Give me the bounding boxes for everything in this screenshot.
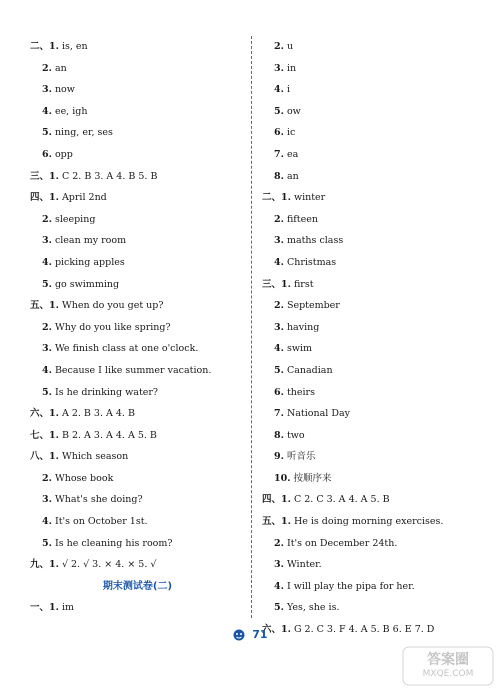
answer-line [30, 446, 245, 468]
answer-line [30, 554, 245, 576]
answer-text: What's she doing? [51, 494, 143, 506]
answer-text: Is he cleaning his room? [51, 537, 173, 549]
answer-line [30, 468, 245, 490]
answer-text: maths class [283, 235, 344, 247]
answer-number: 3. [42, 494, 52, 506]
answer-line [30, 36, 245, 58]
answer-number: 10. [274, 472, 291, 484]
answer-line [30, 252, 245, 274]
answer-number: 3. [42, 235, 52, 247]
answer-text: Is he drinking water? [51, 386, 159, 398]
answer-number: 四、1. [262, 494, 291, 506]
answer-line [30, 101, 245, 123]
answer-text: winter [290, 192, 326, 204]
answer-line [30, 274, 245, 296]
answer-number: 五、1. [30, 300, 59, 312]
answer-line [30, 338, 245, 360]
answer-text: picking apples [51, 256, 125, 268]
answer-line [30, 403, 245, 425]
answer-number: 8. [274, 429, 284, 441]
answer-number: 七、1. [30, 429, 59, 441]
answer-line [262, 511, 477, 533]
answer-text: having [283, 321, 320, 333]
answer-text: September [283, 300, 340, 312]
answer-number: 5. [42, 386, 52, 398]
answer-text: ic [283, 127, 296, 139]
answer-line [262, 187, 477, 209]
answer-line [262, 554, 477, 576]
answer-line [262, 446, 477, 468]
answer-text: We finish class at one o'clock. [51, 343, 199, 355]
answer-line [262, 230, 477, 252]
section-title: 期末测试卷(二) [102, 580, 173, 592]
answer-number: 2. [42, 472, 52, 484]
answer-text: ea [283, 148, 299, 160]
answer-text: is, en [58, 41, 88, 52]
answer-line [30, 511, 245, 533]
answer-text: u [283, 41, 294, 52]
page-number: 71 [252, 628, 268, 641]
answer-text: Why do you like spring? [51, 321, 171, 333]
answer-number: 六、1. [30, 408, 59, 420]
answer-number: 九、1. [30, 559, 59, 571]
answer-number: 4. [274, 256, 284, 268]
answer-number: 4. [274, 580, 284, 592]
answer-text: When do you get up? [58, 300, 164, 312]
answer-text: opp [51, 148, 73, 160]
answer-number: 4. [42, 364, 52, 376]
answer-number: 5. [274, 364, 284, 376]
answer-line [262, 79, 477, 101]
answer-text: 按顺序来 [290, 472, 332, 484]
answer-line [30, 295, 245, 317]
answer-text: now [51, 84, 75, 96]
answer-text: im [58, 602, 74, 614]
answer-line [30, 597, 245, 619]
answer-line [262, 252, 477, 274]
answer-text: an [283, 170, 299, 182]
answer-line [262, 338, 477, 360]
answer-text: Yes, she is. [283, 602, 340, 614]
answer-number: 7. [274, 408, 284, 420]
answer-number: 二、1. [30, 41, 59, 52]
answer-text: April 2nd [58, 192, 107, 204]
answer-line [30, 489, 245, 511]
answer-line [262, 576, 477, 598]
answer-line [262, 166, 477, 188]
site-watermark [402, 646, 494, 686]
answer-number: 3. [274, 559, 284, 571]
answer-line [30, 230, 245, 252]
answer-number: 六、1. [262, 624, 291, 636]
answer-line [262, 468, 477, 490]
answer-number: 3. [42, 343, 52, 355]
answer-text: ee, igh [51, 105, 88, 117]
answer-number: 7. [274, 148, 284, 160]
answer-number: 9. [274, 451, 284, 463]
mascot-icon [232, 628, 246, 642]
answer-line [30, 425, 245, 447]
answer-number: 5. [274, 602, 284, 614]
answer-number: 4. [42, 105, 52, 117]
answer-number: 八、1. [30, 451, 59, 463]
answer-number: 8. [274, 170, 284, 182]
answer-number: 2. [42, 213, 52, 225]
answer-number: 5. [42, 127, 52, 139]
answer-line [262, 144, 477, 166]
answer-text: ow [283, 105, 301, 117]
answer-line [30, 317, 245, 339]
answer-line [30, 209, 245, 231]
answer-number: 二、1. [262, 192, 291, 204]
answer-text: sleeping [51, 213, 96, 225]
answer-text: Which season [58, 451, 129, 463]
answer-text: B 2. A 3. A 4. A 5. B [58, 429, 157, 441]
answer-number: 2. [274, 537, 284, 549]
answer-line [262, 533, 477, 555]
answer-number: 3. [274, 62, 284, 74]
answer-number: 6. [274, 127, 284, 139]
answer-line [262, 425, 477, 447]
answer-text: two [283, 429, 305, 441]
answer-text: swim [283, 343, 312, 355]
answer-line [30, 58, 245, 80]
answer-number: 2. [274, 300, 284, 312]
answer-line [30, 122, 245, 144]
answer-text: in [283, 62, 297, 74]
answer-line [30, 166, 245, 188]
answer-line [30, 187, 245, 209]
answer-number: 2. [42, 62, 52, 74]
answer-line [262, 403, 477, 425]
answer-number: 4. [274, 343, 284, 355]
answer-text: He is doing morning exercises. [290, 516, 444, 528]
answer-text: National Day [283, 408, 350, 420]
answer-line [262, 36, 477, 58]
answer-text: It's on October 1st. [51, 516, 148, 528]
answer-number: 3. [274, 321, 284, 333]
answer-text: ning, er, ses [51, 127, 113, 139]
answer-line [262, 122, 477, 144]
answer-number: 三、1. [262, 278, 291, 290]
answer-line [262, 58, 477, 80]
answer-text: Winter. [283, 559, 322, 571]
answer-number: 3. [274, 235, 284, 247]
answer-number: 五、1. [262, 516, 291, 528]
answer-text: G 2. C 3. F 4. A 5. B 6. E 7. D [290, 624, 435, 636]
answer-line [262, 101, 477, 123]
answer-line [30, 144, 245, 166]
answer-text: fifteen [283, 213, 318, 225]
answer-number: 三、1. [30, 170, 59, 182]
answer-text: It's on December 24th. [283, 537, 398, 549]
answer-number: 6. [42, 148, 52, 160]
answer-text: first [290, 278, 314, 290]
column-divider [251, 36, 252, 618]
answer-text: I will play the pipa for her. [283, 580, 415, 592]
answer-text: Whose book [51, 472, 114, 484]
answer-line [262, 597, 477, 619]
answer-number: 4. [42, 516, 52, 528]
answer-number: 4. [274, 84, 284, 96]
answer-line [262, 360, 477, 382]
answer-text: Canadian [283, 364, 333, 376]
answer-number: 5. [274, 105, 284, 117]
watermark-subtext: MXQE.COM [422, 669, 474, 679]
answer-text: 听音乐 [283, 451, 316, 463]
answer-line [30, 79, 245, 101]
answer-number: 四、1. [30, 192, 59, 204]
left-answer-column [30, 36, 245, 619]
page-footer [0, 628, 500, 642]
answer-text: clean my room [51, 235, 127, 247]
answer-line [262, 317, 477, 339]
answer-line [262, 209, 477, 231]
answer-number: 5. [42, 278, 52, 290]
answer-number: 2. [274, 41, 284, 52]
answer-line [30, 382, 245, 404]
answer-line [30, 533, 245, 555]
answer-text: an [51, 62, 67, 74]
answer-text: Because I like summer vacation. [51, 364, 212, 376]
answer-line [262, 382, 477, 404]
answer-number: 6. [274, 386, 284, 398]
answer-line [30, 360, 245, 382]
answer-line [262, 295, 477, 317]
answer-number: 3. [42, 84, 52, 96]
right-answer-column [262, 36, 477, 641]
answer-text: Christmas [283, 256, 337, 268]
answer-number: 5. [42, 537, 52, 549]
answer-number: 2. [42, 321, 52, 333]
watermark-text: 答案圈 [427, 652, 469, 668]
answer-text: i [283, 84, 290, 96]
answer-text: A 2. B 3. A 4. B [58, 408, 135, 420]
answer-number: 一、1. [30, 602, 59, 614]
answer-text: √ 2. √ 3. × 4. × 5. √ [58, 559, 157, 571]
answer-number: 4. [42, 256, 52, 268]
answer-number: 2. [274, 213, 284, 225]
answer-text: C 2. B 3. A 4. B 5. B [58, 170, 158, 182]
answer-text: C 2. C 3. A 4. A 5. B [290, 494, 390, 506]
answer-text: go swimming [51, 278, 120, 290]
answer-line [262, 489, 477, 511]
answer-text: theirs [283, 386, 315, 398]
answer-line [262, 274, 477, 296]
